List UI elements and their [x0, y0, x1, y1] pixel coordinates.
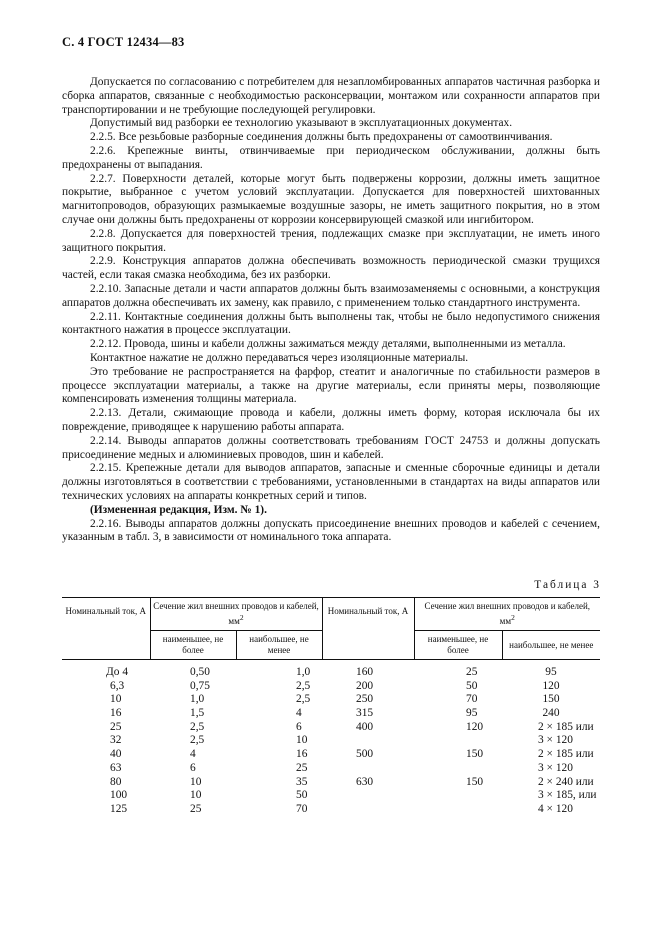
table-cell: 6	[296, 720, 302, 733]
table-cell: 3 × 185, или	[538, 789, 597, 802]
table-cell: 100	[110, 789, 128, 802]
paragraph: 2.2.11. Контактные соединения должны быть выполнены так, чтобы не было недопустимого снижения контактного нажатия в процессе эксплуатации.	[62, 310, 600, 337]
table-cell: 6	[190, 761, 196, 774]
table-cell: 160	[356, 666, 374, 678]
header-min-right: наименьшее, не более	[414, 631, 502, 660]
table-cell: 95	[545, 666, 557, 678]
paragraph: 2.2.12. Провода, шины и кабели должны зажиматься между деталями, выполненными из металла.	[90, 338, 566, 351]
paragraph: (Измененная редакция, Изм. № 1).	[90, 503, 267, 516]
paragraph: 2.2.7. Поверхности деталей, которые могут быть подвержены коррозии, должны иметь защитное покрытие, выбранное с учетом условий эксплуатации. Допускается для поверхностей шихтованных магнитопроводов, образующих размыкаемые воздушные зазоры, не иметь защитного покрытия, но в этом случае они должны быть предохранены от коррозии консервирующей смазкой или ингибитором.	[62, 172, 600, 226]
table-cell: 150	[466, 748, 484, 761]
header-min-left: наименьшее, не более	[150, 631, 236, 660]
table-cell: 25	[110, 720, 122, 733]
table-cell: 1,0	[190, 693, 205, 706]
page-header: С. 4 ГОСТ 12434—83	[62, 35, 185, 49]
table-cell: 80	[110, 775, 122, 788]
table-cell: 0,50	[190, 666, 210, 678]
column-current-right	[322, 660, 414, 817]
paragraph: 2.2.16. Выводы аппаратов должны допускать присоединение внешних проводов и кабелей с сечением, указанным в табл. 3, в зависимости от номинального тока аппарата.	[62, 517, 600, 544]
table-cell: 0,75	[190, 679, 210, 692]
paragraph: Допустимый вид разборки ее технологию указывают в эксплуатационных документах.	[90, 117, 513, 130]
table-cell: 16	[110, 707, 122, 720]
header-section-right: Сечение жил внешних проводов и кабелей, $мм^2$	[414, 598, 600, 631]
table-cell	[414, 803, 502, 817]
table-cell: 3 × 120	[538, 734, 573, 747]
paragraph: 2.2.14. Выводы аппаратов должны соответствовать требованиям ГОСТ 24753 и должны допускать присоединение медных и алюминиевых проводов, шин и кабелей.	[62, 434, 600, 461]
table-cell: 250	[356, 693, 374, 706]
table-cell: 63	[110, 761, 122, 774]
table-cell: 10	[190, 789, 202, 802]
table-cell: 315	[356, 707, 374, 720]
table-cell: 95	[466, 707, 478, 720]
table-cell: 120	[542, 679, 560, 692]
paragraph: Это требование не распространяется на фарфор, стеатит и аналогичные по стабильности размеров в процессе эксплуатации материалы, а также на другие материалы, если приняты меры, позволяющие компенсировать изменения толщины материала.	[62, 365, 600, 406]
table-cell	[322, 762, 414, 776]
table-cell: 200	[356, 679, 374, 692]
paragraph: 2.2.5. Все резьбовые разборные соединения должны быть предохранены от самоотвинчивания.	[90, 131, 553, 144]
table-cell: 150	[542, 693, 560, 706]
table-cell: 2,5	[190, 734, 205, 747]
table-cell: 4 × 120	[538, 802, 573, 815]
table-3	[62, 597, 600, 817]
table-cell: 2,5	[190, 720, 205, 733]
table-cell: 35	[296, 775, 308, 788]
table-cell: 240	[542, 707, 560, 720]
table-cell	[414, 789, 502, 803]
table-cell: 2 × 185 или	[538, 748, 594, 761]
column-min-left	[150, 660, 236, 817]
table-cell: 25	[296, 761, 308, 774]
table-cell: 10	[296, 734, 308, 747]
header-section-left: Сечение жил внешних проводов и кабелей, $мм^2$	[150, 598, 322, 631]
header-current-left: Номинальный ток, А	[62, 598, 150, 660]
table-cell	[322, 803, 414, 817]
table-cell	[322, 789, 414, 803]
header-max-left: наибольшее, не менее	[236, 631, 322, 660]
table-cell: 10	[190, 775, 202, 788]
header-current-right: Номинальный ток, А	[322, 598, 414, 660]
table-cell: 125	[110, 802, 128, 815]
table-cell: 2 × 185 или	[538, 720, 594, 733]
table-cell: 32	[110, 734, 122, 747]
paragraph: Контактное нажатие не должно передаваться через изоляционные материалы.	[90, 351, 469, 364]
table-cell: 1,5	[190, 707, 205, 720]
table-cell: 4	[190, 748, 196, 761]
table-cell: 150	[466, 775, 484, 788]
table-cell: 40	[110, 748, 122, 761]
column-max-left	[236, 660, 322, 817]
table-cell: 4	[296, 707, 302, 720]
column-max-right	[502, 660, 600, 817]
column-min-right	[414, 660, 502, 817]
paragraph: 2.2.10. Запасные детали и части аппаратов должны быть взаимозаменяемы с основными, а конструкция аппаратов должна обеспечивать их замену, как правило, с применением только стандартного инструмента.	[62, 282, 600, 309]
paragraph: 2.2.13. Детали, сжимающие провода и кабели, должны иметь форму, которая исключала бы их повреждение, приводящее к нарушению работы аппарата.	[62, 407, 600, 433]
table-cell: 50	[466, 679, 478, 692]
table-cell: 120	[466, 720, 484, 733]
table-cell: 50	[296, 789, 308, 802]
paragraph: 2.2.6. Крепежные винты, отвинчиваемые при периодическом обслуживании, должны быть предохранены от выпадания.	[62, 144, 600, 171]
table-cell: 3 × 120	[538, 761, 573, 774]
table-cell: 70	[466, 693, 478, 706]
table-cell	[322, 734, 414, 748]
table-cell: 400	[356, 720, 374, 733]
header-max-right: наибольшее, не менее	[502, 631, 600, 660]
table-cell: 16	[296, 748, 308, 761]
table-cell	[414, 762, 502, 776]
column-current-left	[62, 660, 150, 817]
body-text	[62, 76, 600, 545]
table-cell: 2,5	[296, 693, 311, 706]
table-cell: 6,3	[110, 679, 125, 692]
table-cell: 2,5	[296, 679, 311, 692]
table-cell: 10	[110, 693, 122, 706]
paragraph: 2.2.8. Допускается для поверхностей трения, подлежащих смазке при эксплуатации, не иметь иного защитного покрытия.	[62, 227, 600, 254]
table-cell: 70	[296, 802, 308, 815]
table-cell: 25	[466, 666, 478, 678]
table-cell: До 4	[106, 666, 129, 678]
table-title: Таблица 3	[534, 579, 601, 591]
table-cell: 2 × 240 или	[538, 775, 594, 788]
table-cell: 1,0	[296, 666, 311, 678]
paragraph: Допускается по согласованию с потребителем для незапломбированных аппаратов частичная разборка и сборка аппаратов, связанные с необходимостью расконсервации, монтажом или сохранности аппаратов при транспортировании и не требующие последующей регулировки.	[62, 76, 600, 116]
paragraph: 2.2.15. Крепежные детали для выводов аппаратов, запасные и сменные сборочные единицы и детали должны изготовляться в соответствии с требованиями, установленными в стандартах на виды аппаратов или технических условиях на аппараты конкретных серий и типов.	[62, 462, 600, 502]
table-cell	[414, 734, 502, 748]
table-cell: 500	[356, 748, 374, 761]
paragraph: 2.2.9. Конструкция аппаратов должна обеспечивать возможность периодической смазки трущихся частей, если такая смазка необходима, без их разборки.	[62, 255, 600, 282]
table-cell: 25	[190, 802, 202, 815]
table-cell: 630	[356, 775, 374, 788]
